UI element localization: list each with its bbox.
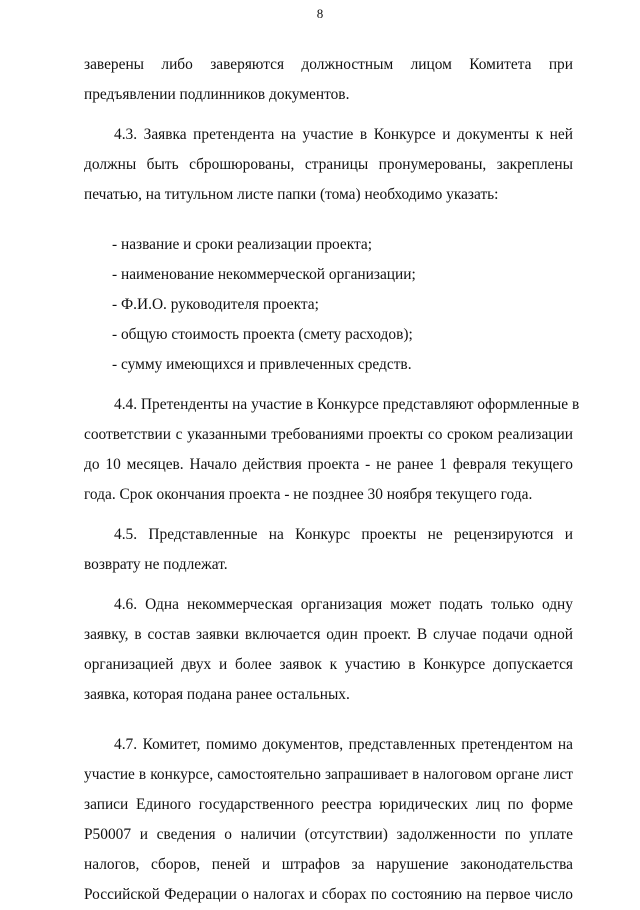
document-body xyxy=(84,50,580,910)
text-line: заверены либо заверяются должностным лицом Комитета при xyxy=(84,56,573,73)
paragraph-4-6 xyxy=(84,590,573,710)
list-item: - наименование некоммерческой организации; xyxy=(112,266,416,283)
text-line: соответствии с указанными требованиями проекты со сроком реализации xyxy=(84,426,573,443)
text-line: печатью, на титульном листе папки (тома) необходимо указать: xyxy=(84,186,499,203)
paragraph-continuation xyxy=(84,50,573,110)
page-number: 8 xyxy=(316,6,324,21)
paragraph-4-4 xyxy=(84,390,580,510)
text-line: организацией двух и более заявок к участию в Конкурсе допускается xyxy=(84,656,573,673)
text-line: 4.6. Одна некоммерческая организация может подать только одну xyxy=(114,596,573,613)
text-line: участие в конкурсе, самостоятельно запрашивает в налоговом органе лист xyxy=(84,766,573,783)
paragraph-4-7 xyxy=(84,730,573,910)
text-line: возврату не подлежат. xyxy=(84,556,228,573)
text-line: должны быть сброшюрованы, страницы пронумерованы, закреплены xyxy=(84,156,573,173)
text-line: 4.5. Представленные на Конкурс проекты не рецензируются и xyxy=(114,526,573,543)
text-line: Р50007 и сведения о наличии (отсутствии) задолженности по уплате xyxy=(84,826,573,843)
text-line: 4.4. Претенденты на участие в Конкурсе представляют оформленные в xyxy=(114,396,580,413)
list-item: - название и сроки реализации проекта; xyxy=(112,236,373,253)
list-item: - общую стоимость проекта (смету расходов); xyxy=(112,326,413,343)
text-line: Российской Федерации о налогах и сборах по состоянию на первое число xyxy=(84,886,573,903)
text-line: заявка, которая подана ранее остальных. xyxy=(84,686,350,703)
text-line: 4.3. Заявка претендента на участие в Конкурсе и документы к ней xyxy=(114,126,573,143)
text-line: записи Единого государственного реестра юридических лиц по форме xyxy=(84,796,573,813)
list-item: - Ф.И.О. руководителя проекта; xyxy=(112,296,319,313)
text-line: 4.7. Комитет, помимо документов, представленных претендентом на xyxy=(114,736,573,753)
text-line: до 10 месяцев. Начало действия проекта - не ранее 1 февраля текущего xyxy=(84,456,573,473)
paragraph-4-5 xyxy=(84,520,573,580)
requirements-list xyxy=(84,230,573,380)
text-line: заявку, в состав заявки включается один проект. В случае подачи одной xyxy=(84,626,573,643)
text-line: налогов, сборов, пеней и штрафов за нарушение законодательства xyxy=(84,856,573,873)
paragraph-4-3 xyxy=(84,120,573,210)
text-line: предъявлении подлинников документов. xyxy=(84,86,350,103)
text-line: года. Срок окончания проекта - не позднее 30 ноября текущего года. xyxy=(84,486,533,503)
list-item: - сумму имеющихся и привлеченных средств. xyxy=(112,356,412,373)
